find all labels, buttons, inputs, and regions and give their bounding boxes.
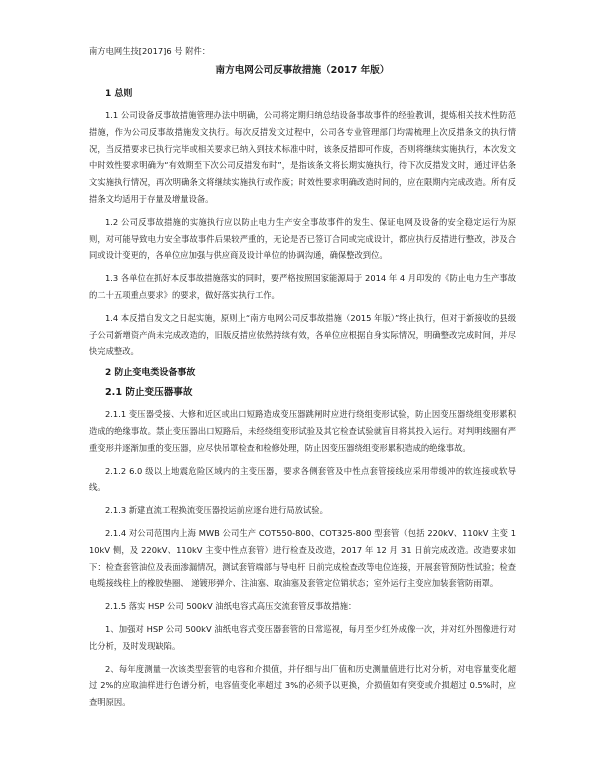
- document-number-line: 南方电网生技[2017]6 号 附件：: [89, 46, 211, 56]
- paragraph-1-2: 1.2 公司反事故措施的实施执行应以防止电力生产安全事故事件的发生、保证电网及设备的安全稳定运行为原则，对可能导致电力安全事故事件后果较严重的，无论是否已签订合同或完成设计，都应执行反措进行整改，涉及合同或设计变更的，各单位应加强与供应商及设计单位的协调沟通，确保整改到位。: [89, 216, 516, 261]
- paragraph-1-3: 1.3 各单位在抓好本反事故措施落实的同时，要严格按照国家能源局于 2014 年 4 月印发的《防止电力生产事故的二十五项重点要求》的要求，做好落实执行工作。: [89, 273, 516, 300]
- document-title: 南方电网公司反事故措施（2017 年版）: [215, 65, 390, 76]
- section-heading-substation: 2 防止变电类设备事故: [105, 368, 196, 379]
- paragraph-2-1-5: 2.1.5 落实 HSP 公司 500kV 油纸电容式高压交流套管反事故措施：: [105, 601, 357, 612]
- paragraph-1-4: 1.4 本反措自发文之日起实施，原则上“南方电网公司反事故措施（2015 年版）”终止执行，但对于新接收的县级子公司新增资产尚未完成改造的，旧版反措应依然持续有效，各单位应根据自身实际情况，明确整改完成时间，并尽快完成整改。: [89, 312, 516, 357]
- paragraph-2-1-4: 2.1.4 对公司范围内上海 MWB 公司生产 COT550-800、COT325-800 型套管（包括 220kV、110kV 主变 110kV 侧，及 220kV、110kV 主变中性点套管）进行检查及改造，2017 年 12 月 31 日前完成改造。改造要求如下：检查套管油位及表面渗漏情况，测试套管端部与导电杆 日前完成检查改等电位连接，开展套管预防性试验；检查电缆接线柱上的橡胶垫圈、 递镀形弹介、注油塞、取油塞及套管定位销状态；室外运行主变应加装套管防雨罩。: [89, 527, 516, 589]
- paragraph-2-1-5-item-2: 2、每年度测量一次该类型套管的电容和介损值，并仔细与出厂值和历史测量值进行比对分析，对电容量变化超过 2%的应取油样进行色谱分析，电容值变化率超过 3%的必须予以更换，介损值如有突变或介损超过 0.5%时，应查明原因。: [89, 663, 516, 708]
- paragraph-2-1-5-item-1: 1、加强对 HSP 公司 500kV 油纸电容式变压器套管的日常巡视，每月至少红外成像一次，并对红外图像进行对比分析，及时发现缺陷。: [89, 623, 516, 651]
- paragraph-2-1-1: 2.1.1 变压器受接、大修和近区或出口短路造成变压器跳闸时应进行绕组变形试验，防止因变压器绕组变形累积造成的绝缘事故。禁止变压器出口短路后，未经绕组变形试验及其它检查试验就盲目将其投入运行。对判明线圈有严重变形并逐渐加重的变压器，应尽快吊罩检查和检修处理，防止因变压器绕组变形累积造成的绝缘事故。: [89, 409, 516, 453]
- section-heading-general: 1 总则: [105, 89, 133, 99]
- paragraph-1-1: 1.1 公司设备反事故措施管理办法中明确，公司将定期归纳总结设备事故事件的经验教训，提炼相关技术性防范措施，作为公司反事故措施发文执行。每次反措发文过程中，公司各专业管理部门均需梳理上次反措条文的执行情况，当反措要求已执行完毕或相关要求已纳入到技术标准中时，该条反措即可作废，否则将继续实施执行，本次发文中时效性要求明确为“有效期至下次公司反措发布时”，是指该条文将长期实施执行，待下次反措发文时，通过评估条文实施执行情况，再次明确条文将继续实施执行或作废；时效性要求明确改造时间的，应在限期内完成改造。所有反措条文均适用于存量及增量设备。: [89, 110, 516, 204]
- paragraph-2-1-3: 2.1.3 新建直流工程换流变压器投运前应逐台进行局放试验。: [105, 505, 328, 516]
- subsection-heading-transformer: 2.1 防止变压器事故: [105, 387, 193, 399]
- paragraph-2-1-2: 2.1.2 6.0 级以上地震危险区域内的主变压器，要求各侧套管及中性点套管接线应采用带缓冲的软连接或软导线。: [89, 465, 516, 493]
